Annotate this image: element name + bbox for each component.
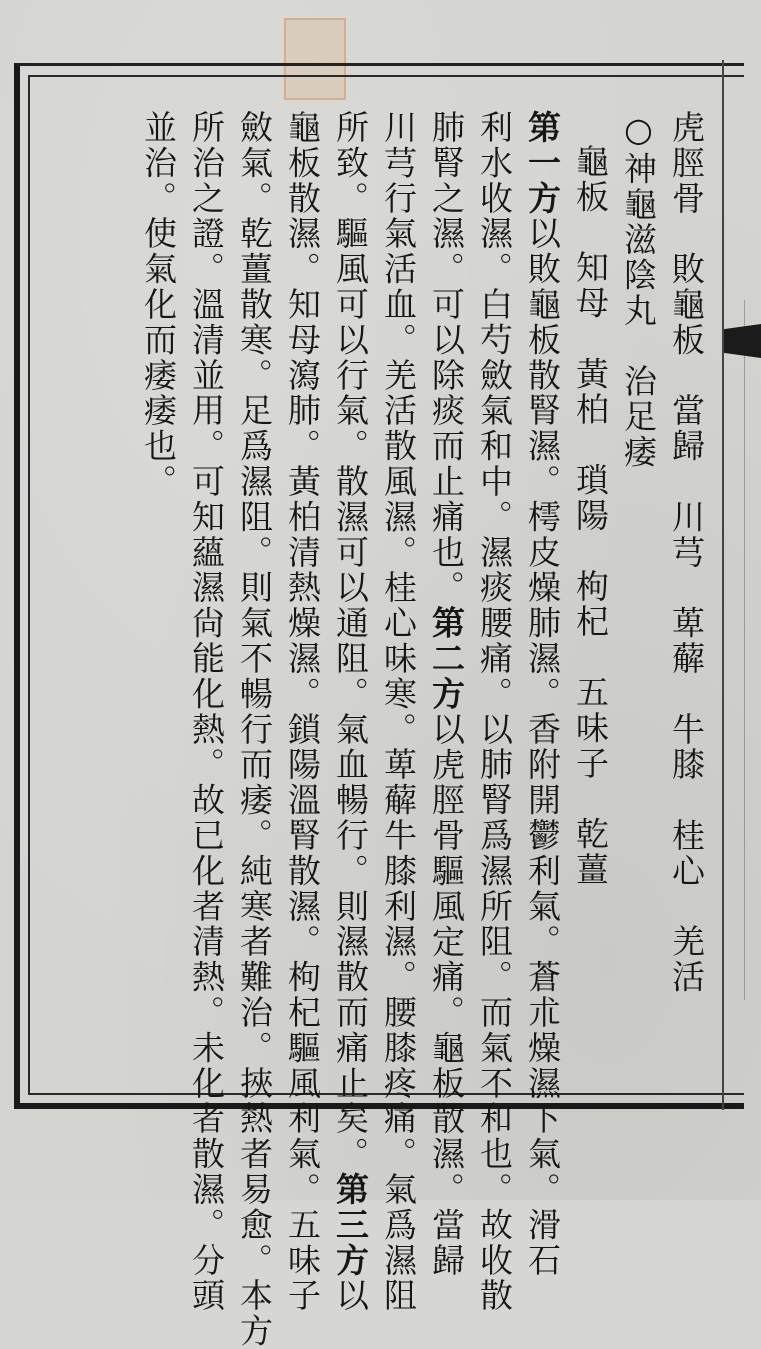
text-line: 肺腎之濕。可以除痰而止痛也。 [427,110,466,606]
text-line: 所治之證。溫清並用。可知蘊濕尙能化熱。故已化者清熱。未化者散濕。分頭 [187,110,226,1314]
text-column-6 [422,110,470,1279]
text-line: 川芎行氣活血。羌活散風濕。桂心味寒。萆薢牛膝利濕。腰膝疼痛。氣爲濕阻 [379,110,418,1314]
text-column-7 [374,110,422,1314]
text-column-8 [326,110,374,1314]
text-column-4 [518,110,566,1279]
fish-tail-mark [724,324,761,358]
text-column-11 [182,110,230,1314]
fold-line [722,60,724,1110]
text-line: 斂氣。乾薑散寒。足爲濕阻。則氣不暢行而痿。純寒者難治。挾熱者易愈。本方 [235,110,274,1349]
text-line: 虎脛骨 敗龜板 當歸 川芎 萆薢 牛膝 桂心 羌活 [667,110,706,995]
formula-heading: ○神龜滋陰丸 治足痿 [619,110,658,470]
text-column-10 [230,110,278,1349]
text-column-5 [470,110,518,1314]
text-line: 以虎脛骨驅風定痛。龜板散濕。當歸 [427,711,466,1279]
text-line: 並治。使氣化而痿痿也。 [139,110,178,500]
text-line: 龜板散濕。知母瀉肺。黃柏清熱燥濕。鎖陽溫腎散濕。枸杞驅風利氣。五味子 [283,110,322,1314]
text-column-1 [662,110,710,1090]
main-text [50,110,710,1349]
text-line: 以 [331,1278,370,1314]
text-line: 所致。驅風可以行氣。散濕可以通阻。氣血暢行。則濕散而痛止矣。 [331,110,370,1172]
second-formula-label: 第二方 [427,605,466,712]
ingredient-list: 龜板 知母 黃柏 瑣陽 枸杞 五味子 乾薑 [571,144,610,888]
third-formula-label: 第三方 [331,1172,370,1279]
text-line: 以敗龜板散腎濕。樗皮燥肺濕。香附開鬱利氣。蒼朮燥濕下氣。滑石 [523,216,562,1279]
next-page-edge-line [744,300,745,1000]
first-formula-label: 第一方 [523,110,562,217]
text-column-12 [134,110,182,1090]
text-column-2 [614,110,662,1090]
text-column-9 [278,110,326,1314]
text-column-3 [566,110,614,1090]
text-line: 利水收濕。白芍斂氣和中。濕痰腰痛。以肺腎爲濕所阻。而氣不和也。故收散 [475,110,514,1314]
